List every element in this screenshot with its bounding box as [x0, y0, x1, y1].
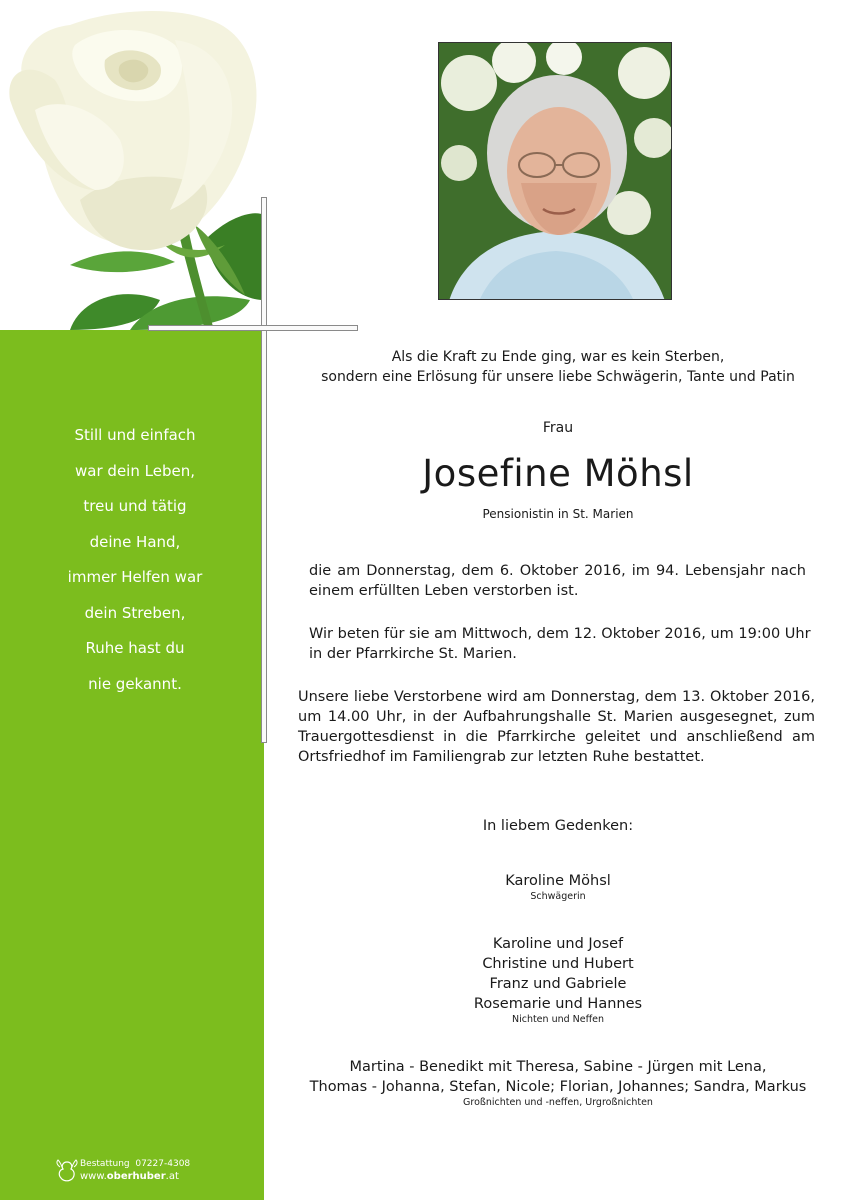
deceased-name: Josefine Möhsl [422, 452, 694, 495]
poem-line: Ruhe hast du [85, 639, 185, 657]
mourner-name: Martina - Benedikt mit Theresa, Sabine - Jürgen mit Lena, [349, 1059, 767, 1075]
intro-line: sondern eine Erlösung für unsere liebe Schwägerin, Tante und Patin [321, 369, 795, 385]
mourner-name: Karoline Möhsl [505, 873, 611, 889]
service-line: Ortsfriedhof im Familiengrab zur letzten Ruhe bestattet. [298, 749, 705, 765]
mourner-group [300, 1057, 816, 1097]
death-notice [309, 561, 806, 601]
funeral-home-logo [56, 1158, 256, 1188]
mourner-name: Rosemarie und Hannes [473, 996, 643, 1012]
death-notice-line: einem erfüllten Leben verstorben ist. [309, 583, 579, 599]
mourner-name: Karoline und Josef [492, 936, 624, 952]
prayer-line: in der Pfarrkirche St. Marien. [309, 646, 517, 662]
service-line: um 14.00 Uhr, in der Aufbahrungshalle St. Marien ausgesegnet, zum [298, 709, 815, 725]
footer-web-prefix: www. [80, 1171, 107, 1182]
mourner-name: Christine und Hubert [482, 956, 634, 972]
poem-line: Still und einfach [74, 426, 196, 444]
death-notice-line: die am Donnerstag, dem 6. Oktober 2016, im 94. Lebensjahr nach [309, 563, 806, 579]
mourner-relation: Schwägerin [530, 891, 586, 902]
portrait-icon [439, 43, 672, 300]
footer-phone: 07227-4308 [135, 1159, 191, 1169]
poem-line: treu und tätig [83, 497, 187, 515]
poem-line: immer Helfen war [67, 568, 203, 586]
occupation: Pensionistin in St. Marien [482, 507, 634, 521]
poem-line: deine Hand, [89, 532, 181, 551]
service-notice [298, 687, 815, 767]
mourner-name: Franz und Gabriele [489, 976, 627, 992]
prayer-notice [309, 624, 811, 664]
intro-text [300, 347, 816, 387]
intro-line: Als die Kraft zu Ende ging, war es kein Sterben, [391, 349, 725, 365]
service-line: Trauergottesdienst in die Pfarrkirche geleitet und anschließend am [298, 729, 815, 745]
prayer-line: Wir beten für sie am Mittwoch, dem 12. Oktober 2016, um 19:00 Uhr [309, 626, 811, 642]
mourner-group [300, 934, 816, 1014]
white-rose-icon [0, 0, 264, 330]
memory-heading: In liebem Gedenken: [482, 818, 634, 834]
poem-line: war dein Leben, [75, 461, 195, 480]
mourner-group [300, 871, 816, 891]
mourner-name: Thomas - Johanna, Stefan, Nicole; Florian, Johannes; Sandra, Markus [309, 1079, 807, 1095]
poem-line: dein Streben, [84, 603, 186, 622]
cross-horizontal-bar [148, 325, 358, 331]
footer-web-suffix: .at [165, 1171, 179, 1182]
portrait-photo [438, 42, 672, 300]
footer-label: Bestattung [80, 1159, 130, 1169]
honorific: Frau [542, 420, 574, 436]
mourner-relation: Nichten und Neffen [511, 1014, 605, 1025]
footer-web-brand: oberhuber [106, 1171, 166, 1182]
poem-line: nie gekannt. [88, 674, 182, 693]
angel-logo-icon [56, 1159, 78, 1183]
rose-image [0, 0, 264, 330]
cross-vertical-bar [261, 197, 267, 743]
service-line: Unsere liebe Verstorbene wird am Donnerstag, dem 13. Oktober 2016, [298, 689, 815, 705]
mourner-relation: Großnichten und -neffen, Urgroßnichten [463, 1097, 653, 1108]
poem [30, 418, 240, 702]
